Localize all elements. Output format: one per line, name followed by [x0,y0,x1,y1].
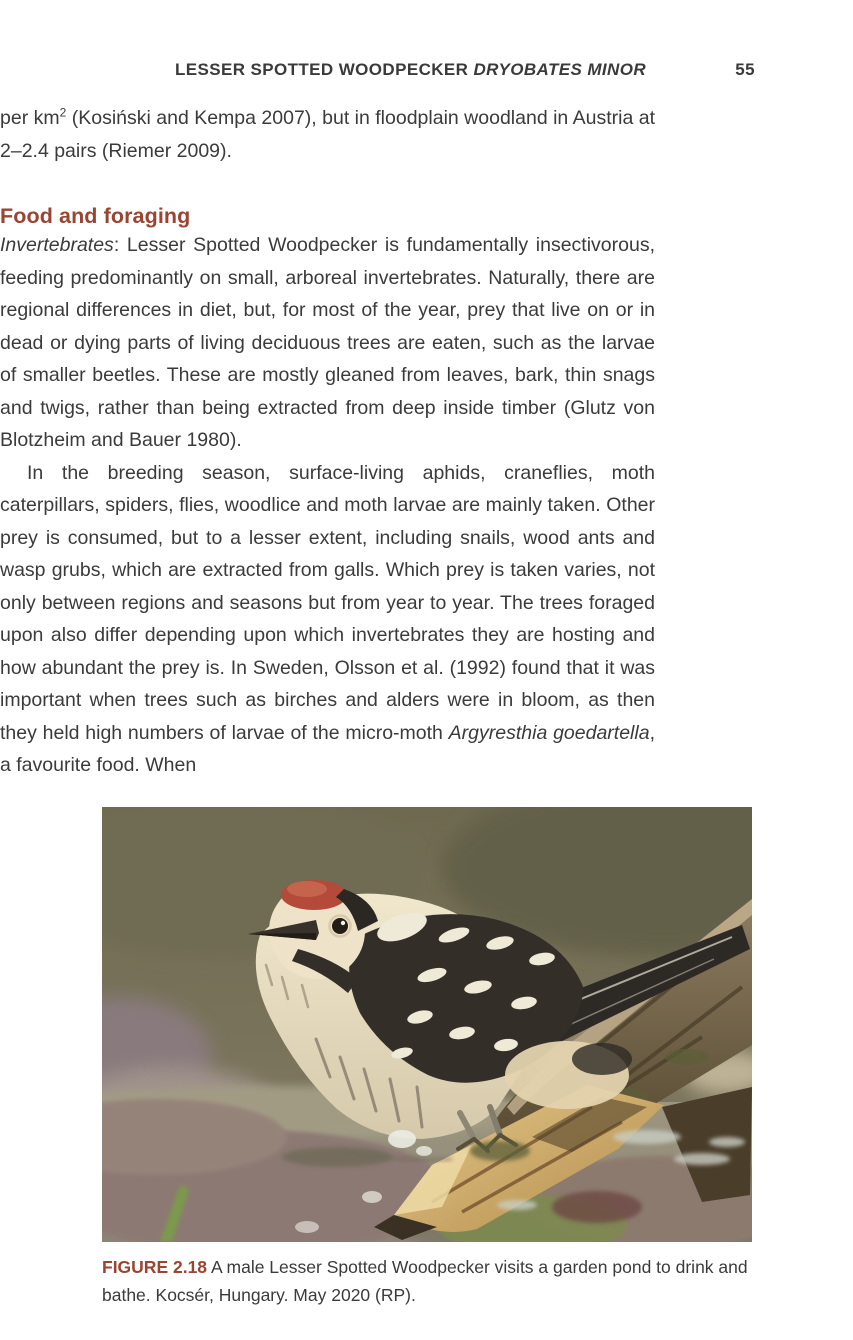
paragraph-invertebrates: Invertebrates: Lesser Spotted Woodpecker is fundamentally insectivorous, feeding predominantly on small, arboreal invertebrates. Naturally, there are regional differences in diet, but, for most of the year, prey that live on or in dead or dying parts of living deciduous trees are eaten, such as the larvae of smaller beetles. These are mostly gleaned from leaves, bark, thin snags and twigs, rather than being extracted from deep inside timber (Glutz von Blotzheim and Bauer 1980). [0,234,655,451]
running-head [100,60,755,84]
woodpecker-pond-photo [102,807,752,1242]
running-head-species-latin: DRYOBATES MINOR [473,60,647,79]
page-number: 55 [735,60,755,79]
figure-2-18 [102,807,752,1309]
figure-caption [102,1253,757,1309]
book-page [0,60,853,1340]
figure-caption-text: A male Lesser Spotted Woodpecker visits a garden pond to drink and bathe. Kocsér, Hungary. May 2020 (RP). [102,1256,748,1305]
paragraph-densities: per $km^2$ (Kosiński and Kempa 2007), but in floodplain woodland in Austria at 2–2.4 pairs (Riemer 2009). [0,105,655,162]
section-heading: Food and foraging [0,204,191,228]
running-head-title [100,60,755,80]
figure-label: FIGURE 2.18 [102,1256,208,1277]
running-head-species-common: LESSER SPOTTED WOODPECKER [174,60,469,79]
paragraph-breeding-season: In the breeding season, surface-living aphids, craneflies, moth caterpillars, spiders, flies, woodlice and moth larvae are mainly taken. Other prey is consumed, but to a lesser extent, including snails, wood ants and wasp grubs, which are extracted from galls. Which prey is taken varies, not only between regions and seasons but from year to year. The trees foraged upon also differ depending upon which invertebrates they are hosting and how abundant the prey is. In Sweden, Olsson et al. (1992) found that it was important when trees such as birches and alders were in bloom, as then they held high numbers of larvae of the micro-moth Argyresthia goedartella, a favourite food. When [0,461,655,776]
